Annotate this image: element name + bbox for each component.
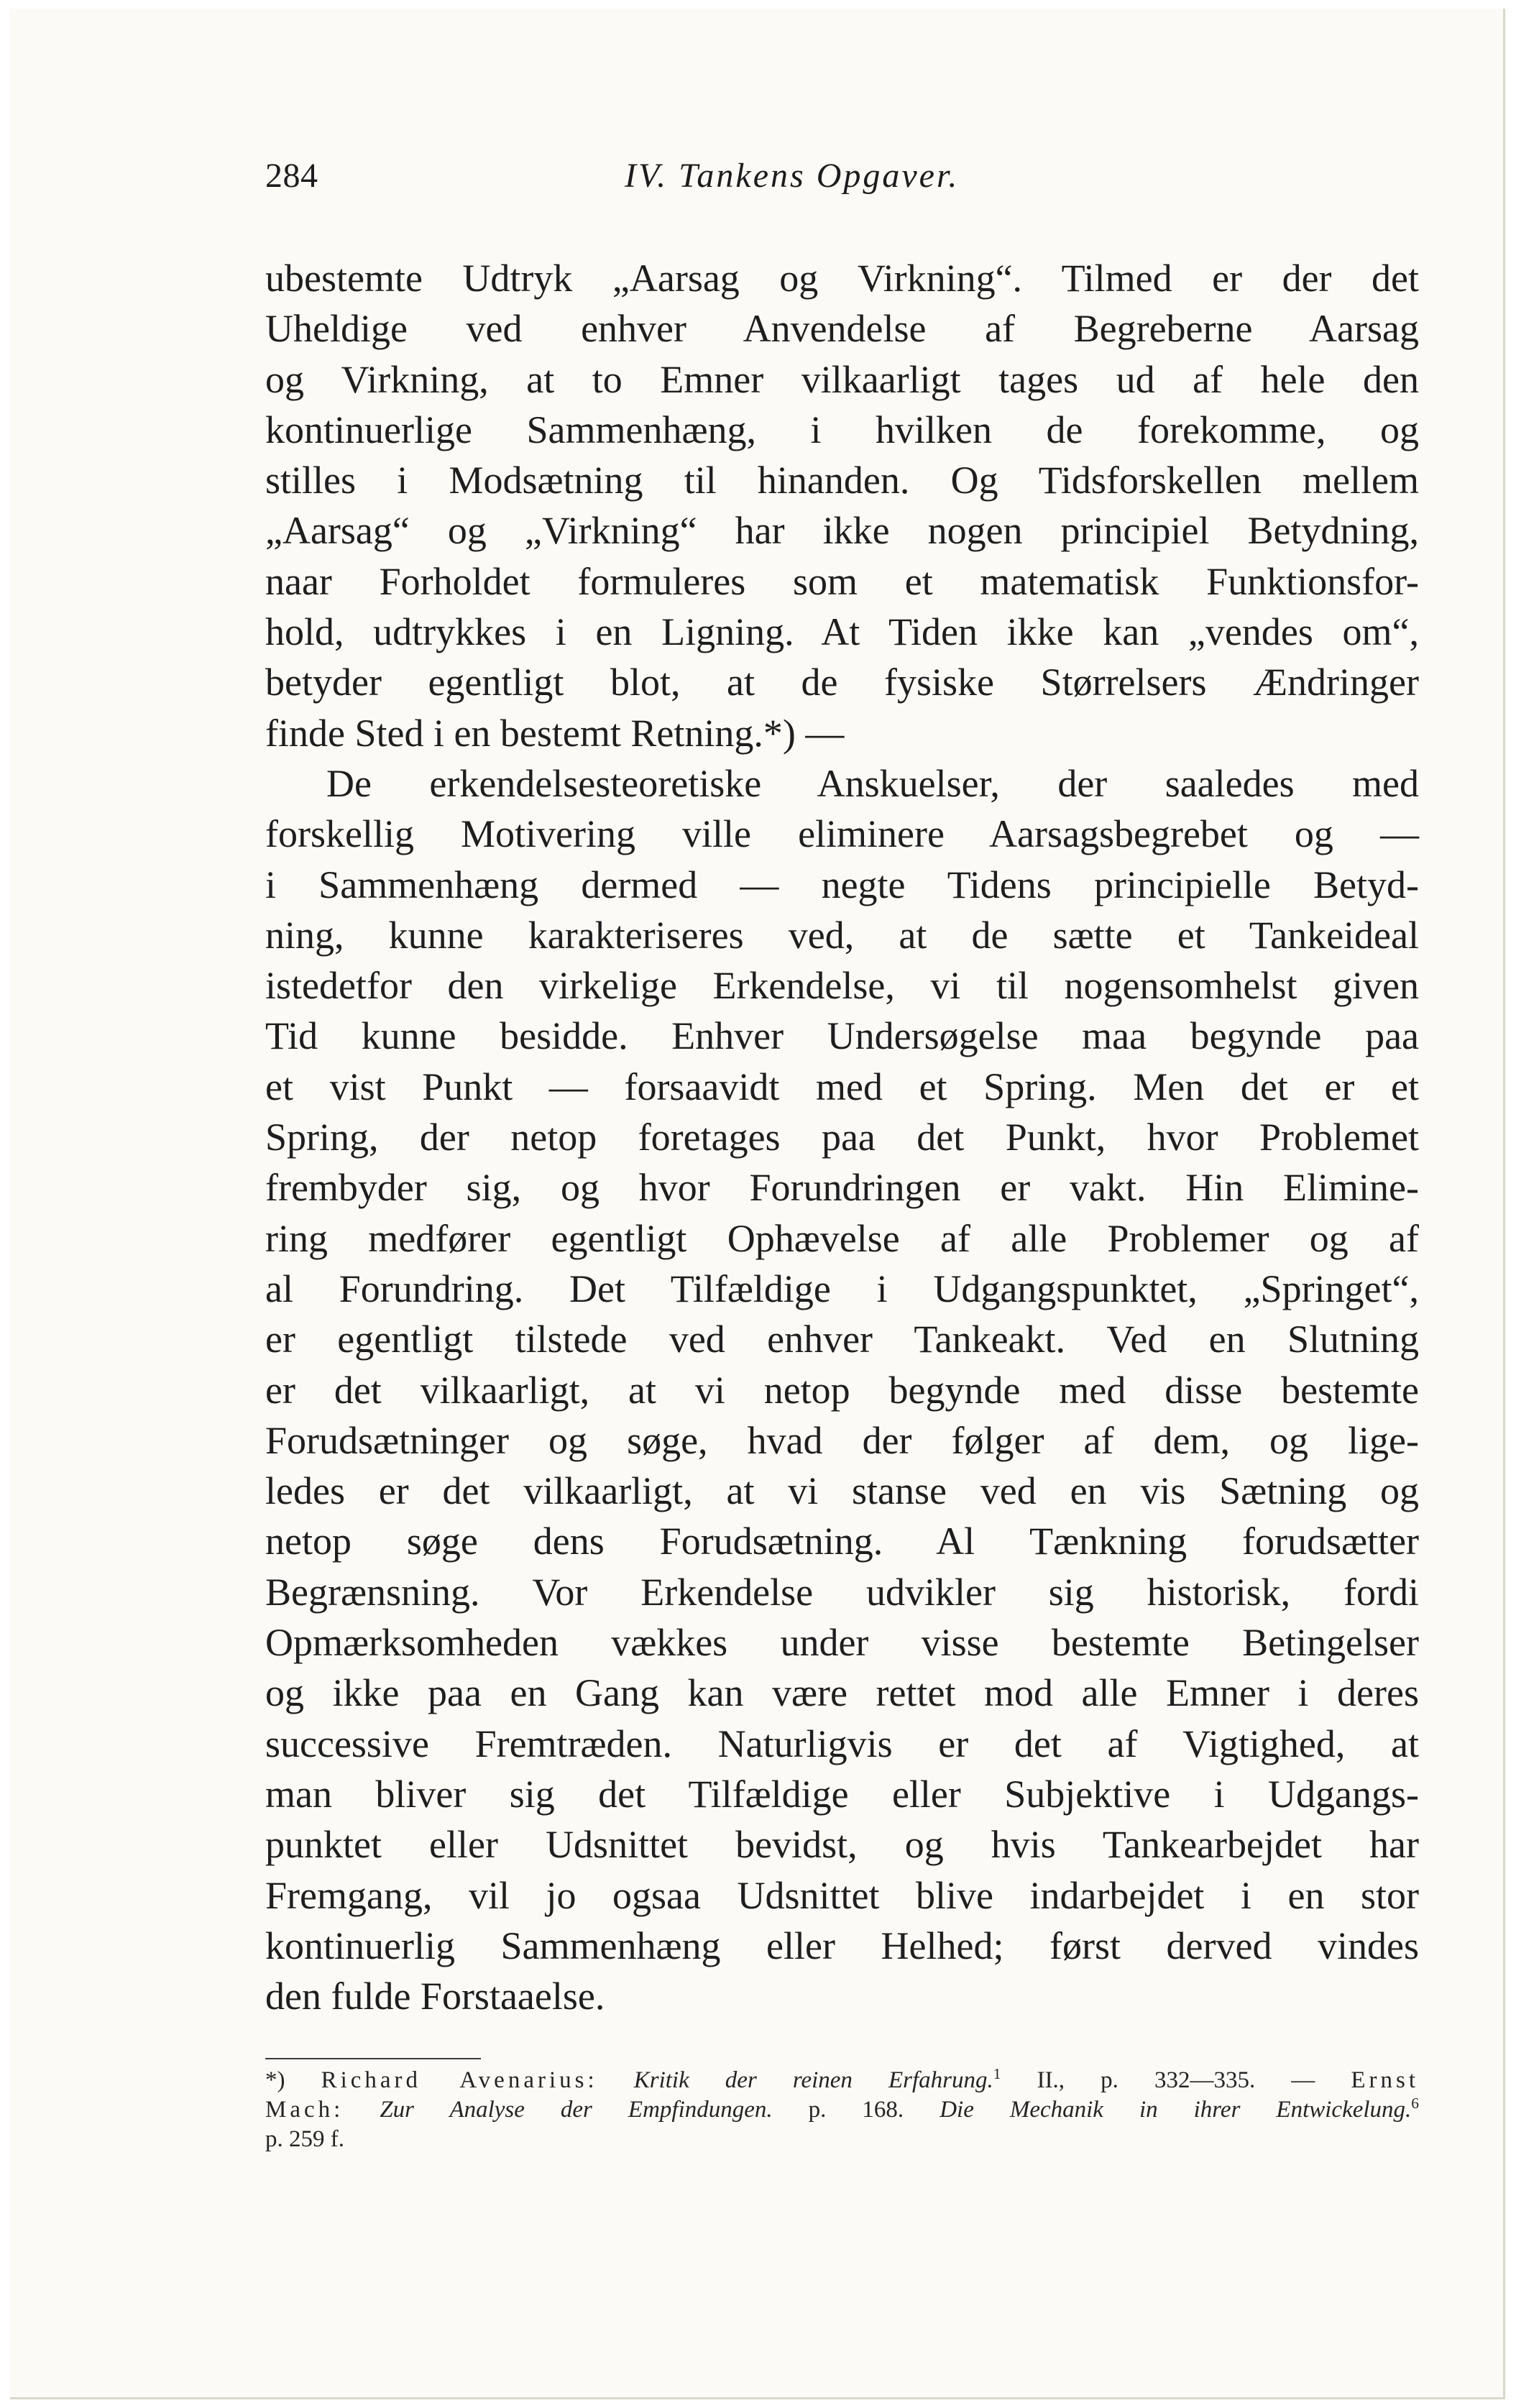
text-line: naar Forholdet formuleres som et matematisk Funktionsfor- (265, 559, 1419, 603)
page-number: 284 (265, 157, 318, 195)
paragraph-2 (265, 758, 1419, 2021)
text-line: er det vilkaarligt, at vi netop begynde med disse bestemte (265, 1368, 1419, 1412)
text-line: Begrænsning. Vor Erkendelse udvikler sig historisk, fordi (265, 1570, 1419, 1614)
text-line: forskellig Motivering ville eliminere Aarsagsbegrebet og — (265, 812, 1419, 856)
text-line: istedetfor den virkelige Erkendelse, vi til nogensomhelst given (265, 964, 1419, 1008)
footnote-work-title: Zur Analyse der Empfindungen. (380, 2097, 773, 2123)
text-line: i Sammenhæng dermed — negte Tidens principielle Betyd- (265, 863, 1419, 906)
text-line: og ikke paa en Gang kan være rettet mod alle Emner i deres (265, 1671, 1419, 1715)
text-line: betyder egentligt blot, at de fysiske Størrelsers Ændringer (265, 661, 1419, 704)
text-line: Forudsætninger og søge, hvad der følger af dem, og lige- (265, 1418, 1419, 1462)
text-line: netop søge dens Forudsætning. Al Tænkning forudsætter (265, 1520, 1419, 1563)
text-line: al Forundring. Det Tilfældige i Udgangspunktet, „Springet“, (265, 1267, 1419, 1310)
text-line: „Aarsag“ og „Virkning“ har ikke nogen principiel Betydning, (265, 509, 1419, 553)
footnote-reference: II., p. 332—335. — (1037, 2067, 1315, 2093)
footnote-line (265, 2095, 1419, 2125)
text-line: successive Fremtræden. Naturligvis er det af Vigtighed, at (265, 1722, 1419, 1765)
text-line: ubestemte Udtryk „Aarsag og Virkning“. Tilmed er der det (265, 257, 1419, 300)
text-line: frembyder sig, og hvor Forundringen er vakt. Hin Elimine- (265, 1166, 1419, 1210)
text-line: punktet eller Udsnittet bevidst, og hvis Tankearbejdet har (265, 1823, 1419, 1867)
footnote-author: Mach: (265, 2097, 344, 2123)
footnote (265, 2066, 1419, 2154)
text-line: og Virkning, at to Emner vilkaarligt tages ud af hele den (265, 357, 1419, 401)
text-line: ledes er det vilkaarligt, at vi stanse ved en vis Sætning og (265, 1469, 1419, 1513)
text-line: Tid kunne besidde. Enhver Undersøgelse maa begynde paa (265, 1014, 1419, 1058)
footnote-author: Ernst (1351, 2067, 1420, 2093)
running-head (265, 156, 1415, 206)
text-line: den fulde Forstaaelse. (265, 1975, 605, 2018)
text-line: kontinuerlig Sammenhæng eller Helhed; først derved vindes (265, 1924, 1419, 1967)
footnote-divider (265, 2058, 481, 2059)
footnote-line: p. 259 f. (265, 2126, 344, 2152)
book-page (10, 9, 1505, 2399)
footnote-edition: 1 (993, 2065, 1001, 2082)
text-line: finde Sted i en bestemt Retning.*) — (265, 711, 845, 755)
text-line: ring medfører egentligt Ophævelse af alle Problemer og af (265, 1216, 1419, 1260)
footnote-line (265, 2066, 1419, 2095)
text-line: Fremgang, vil jo ogsaa Udsnittet blive indarbejdet i en stor (265, 1873, 1419, 1917)
running-title: IV. Tankens Opgaver. (625, 157, 960, 195)
text-line: Uheldige ved enhver Anvendelse af Begreberne Aarsag (265, 307, 1419, 351)
text-line: hold, udtrykkes i en Ligning. At Tiden ikke kan „vendes om“, (265, 610, 1419, 654)
text-line: De erkendelsesteoretiske Anskuelser, der saaledes med (326, 761, 1419, 805)
footnote-work-title: Die Mechanik in ihrer Entwickelung. (940, 2097, 1412, 2123)
text-line: Spring, der netop foretages paa det Punkt, hvor Problemet (265, 1116, 1419, 1159)
footnote-edition: 6 (1411, 2095, 1420, 2112)
text-line: kontinuerlige Sammenhæng, i hvilken de forekomme, og (265, 408, 1419, 451)
text-line: man bliver sig det Tilfældige eller Subjektive i Udgangs- (265, 1772, 1419, 1816)
footnote-reference: p. 168. (808, 2097, 904, 2123)
text-line: Opmærksomheden vækkes under visse bestemte Betingelser (265, 1621, 1419, 1665)
footnote-author: Richard Avenarius: (321, 2067, 598, 2093)
paragraph-1 (265, 253, 1419, 758)
text-line: er egentligt tilstede ved enhver Tankeakt. Ved en Slutning (265, 1318, 1419, 1361)
text-line: stilles i Modsætning til hinanden. Og Tidsforskellen mellem (265, 459, 1419, 502)
body-text (265, 253, 1419, 2021)
footnote-marker: *) (265, 2067, 285, 2093)
footnote-work-title: Kritik der reinen Erfahrung. (633, 2067, 993, 2093)
text-line: et vist Punkt — forsaavidt med et Spring. Men det er et (265, 1065, 1419, 1108)
text-line: ning, kunne karakteriseres ved, at de sætte et Tankeideal (265, 913, 1419, 957)
